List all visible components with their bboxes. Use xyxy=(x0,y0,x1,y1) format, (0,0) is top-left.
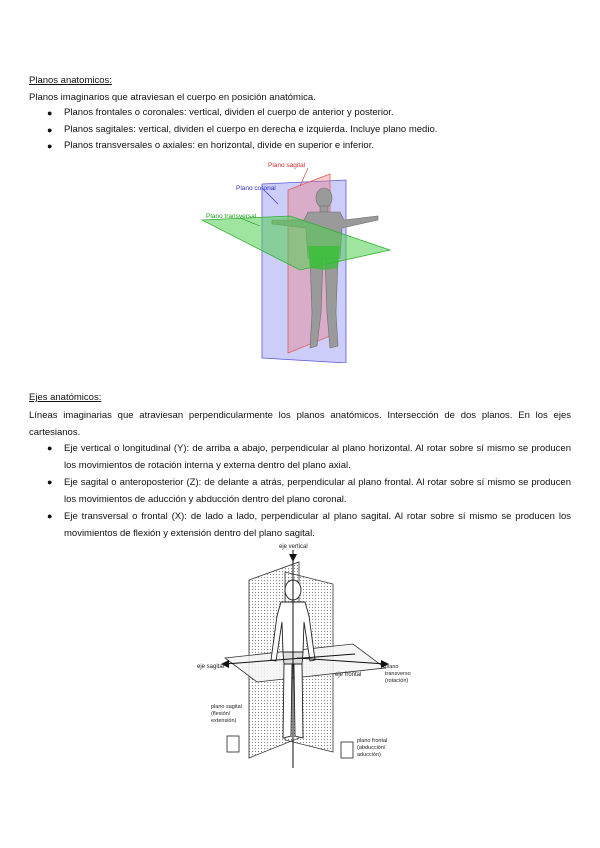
label-plano-transverso-box xyxy=(385,664,425,694)
list-item: ● Eje sagital o anteroposterior (Z): de delante a atrás, perpendicular al plano frontal. Al rotar sobre sí mismo se producen los movimientos de aducción y abducción dentro del plano coronal. xyxy=(29,474,571,508)
section2-heading: Ejes anatómicos: xyxy=(29,392,102,403)
bullet-icon: ● xyxy=(47,511,53,521)
bullet-icon: ● xyxy=(47,124,53,135)
bullet-icon: ● xyxy=(47,108,53,118)
label-plano-frontal: plano frontal (abducción/ aducción) xyxy=(357,738,388,758)
label-plano-sagital-box xyxy=(211,704,245,736)
vertical-axis-arrow xyxy=(289,554,297,562)
label-plano-transverso: plano transverso (rotación) xyxy=(385,664,411,684)
section2-intro: Líneas imaginarias que atraviesan perpendicularmente los planos anatómicos. Intersección de dos planos. En los ejes cartesianos. xyxy=(29,410,571,438)
bullet-icon: ● xyxy=(47,141,53,151)
label-eje-frontal: eje frontal xyxy=(335,672,362,678)
section1-bullet-list xyxy=(29,105,571,155)
frontal-plane-symbol xyxy=(341,742,353,758)
anatomical-axes-figure xyxy=(185,540,425,770)
section1-intro: Planos imaginarios que atraviesan el cuerpo en posición anatómica. xyxy=(29,92,316,103)
anatomical-planes-figure xyxy=(200,158,400,363)
bullet-icon: ● xyxy=(47,443,53,453)
list-item: ● Planos sagitales: vertical, dividen el cuerpo en derecha e izquierda. Incluye plano medio. xyxy=(29,122,571,139)
label-plano-frontal-box xyxy=(357,738,405,768)
list-item: ● Planos transversales o axiales: en horizontal, divide en superior e inferior. xyxy=(29,138,571,155)
pelvis-highlight xyxy=(308,246,340,270)
list-item: ● Eje transversal o frontal (X): de lado a lado, perpendicular al plano sagital. Al rotar sobre sí mismo se producen los movimientos de flexión y extensión dentro del plano sagital. xyxy=(29,508,571,542)
label-eje-vertical: eje vertical xyxy=(279,544,308,550)
sagittal-plane-symbol xyxy=(227,736,239,752)
label-plano-sagital: Plano sagital xyxy=(268,162,306,169)
list-item: ● Planos frontales o coronales: vertical, dividen el cuerpo de anterior y posterior. xyxy=(29,105,571,122)
label-plano-transversal: Plano transversal xyxy=(206,213,257,220)
label-plano-coronal: Plano coronal xyxy=(236,185,276,192)
section2-bullet-list xyxy=(29,440,571,542)
label-plano-sagital: plano sagital (flexión/ extensión) xyxy=(211,704,242,724)
transverse-plane xyxy=(202,216,390,270)
bullet-icon: ● xyxy=(47,477,53,487)
section1-heading: Planos anatomicos: xyxy=(29,75,112,86)
list-item: ● Eje vertical o longitudinal (Y): de arriba a abajo, perpendicular al plano horizontal. Al rotar sobre sí mismo se producen los movimientos de rotación interna y externa dentro del plano axial. xyxy=(29,440,571,474)
label-eje-sagital: eje sagital xyxy=(197,664,225,670)
